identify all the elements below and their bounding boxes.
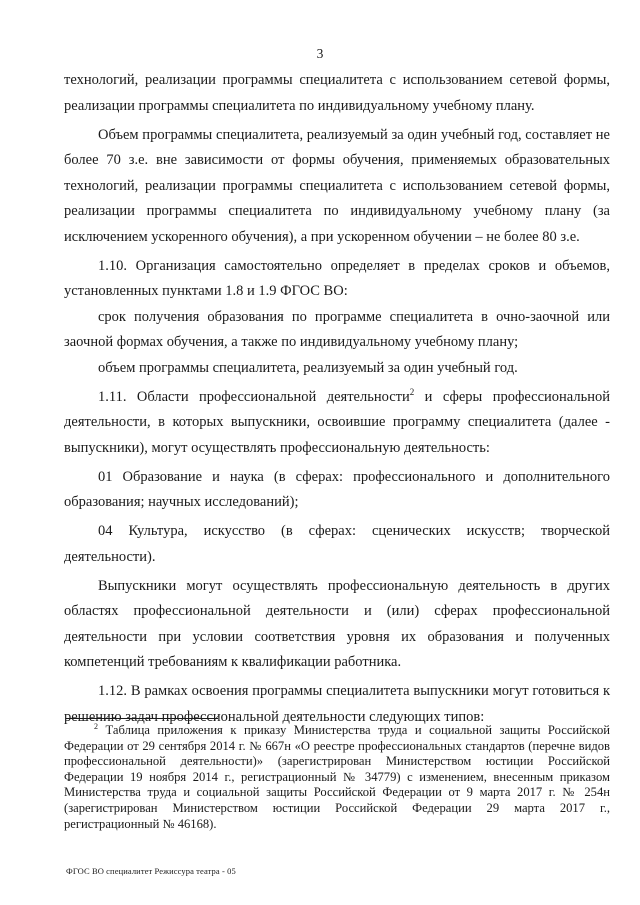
paragraph-area-01: 01 Образование и наука (в сферах: профессионального и дополнительного образования; научных исследований);	[64, 468, 610, 510]
paragraph-graduates-other-areas: Выпускники могут осуществлять профессиональную деятельность в других областях профессиональной деятельности и (или) сферах профессиональной деятельности при условии соответствия уровня их образования и полученных компетенций требованиям к квалификации работника.	[64, 577, 610, 670]
paragraph-1-11-end: и сферы профессиональной деятельности, в которых выпускники, освоившие программу специалитета (далее - выпускники), могут осуществлять профессиональную деятельность:	[64, 388, 610, 456]
page-number: 3	[316, 46, 324, 61]
footnote	[64, 723, 610, 832]
paragraph-1-12: 1.12. В рамках освоения программы специалитета выпускники могут готовиться к решению задач профессиональной деятельности следующих типов:	[64, 683, 610, 725]
footnote-reference: 2	[409, 386, 415, 397]
footnote-marker: 2	[94, 721, 98, 731]
paragraph-yearly-volume: объем программы специалитета, реализуемый за один учебный год.	[98, 359, 518, 376]
document-body	[64, 68, 610, 730]
paragraph-1-11	[64, 385, 610, 462]
paragraph-volume-per-year: Объем программы специалитета, реализуемый за один учебный год, составляет не более 70 з.е. вне зависимости от формы обучения, применяемых образовательных технологий, реализации программы специалитета с использованием сетевой формы, реализации программы специалитета по индивидуальному учебному плану (за исключением ускоренного обучения), а при ускоренном обучении – не более 80 з.е.	[64, 126, 610, 245]
document-footer: ФГОС ВО специалитет Режиссура театра - 05	[66, 866, 236, 876]
footnote-separator	[66, 718, 218, 719]
footnote-text: Таблица приложения к приказу Министерства труда и социальной защиты Российской Федерации от 29 сентября 2014 г. № 667н «О реестре профессиональных стандартов (перечне видов профессиональной деятельности)» (зарегистрирован Министерством юстиции Российской Федерации 19 ноября 2014 г., регистрационный № 34779) с изменением, внесенным приказом Министерства труда и социальной защиты Российской Федерации от 9 марта 2017 г. № 254н (зарегистрирован Министерством юстиции Российской Федерации 29 марта 2017 г., регистрационный № 46168).	[64, 723, 610, 831]
paragraph-1-10: 1.10. Организация самостоятельно определяет в пределах сроков и объемов, установленных пунктами 1.8 и 1.9 ФГОС ВО:	[64, 257, 610, 299]
paragraph-1-11-start: 1.11. Области профессиональной деятельности	[98, 388, 410, 405]
paragraph-continuation: технологий, реализации программы специалитета с использованием сетевой формы, реализации программы специалитета по индивидуальному учебному плану.	[64, 72, 610, 114]
paragraph-study-term: срок получения образования по программе специалитета в очно-заочной или заочной формах обучения, а также по индивидуальному учебному плану;	[64, 308, 610, 350]
paragraph-area-04: 04 Культура, искусство (в сферах: сценических искусств; творческой деятельности).	[64, 523, 610, 565]
